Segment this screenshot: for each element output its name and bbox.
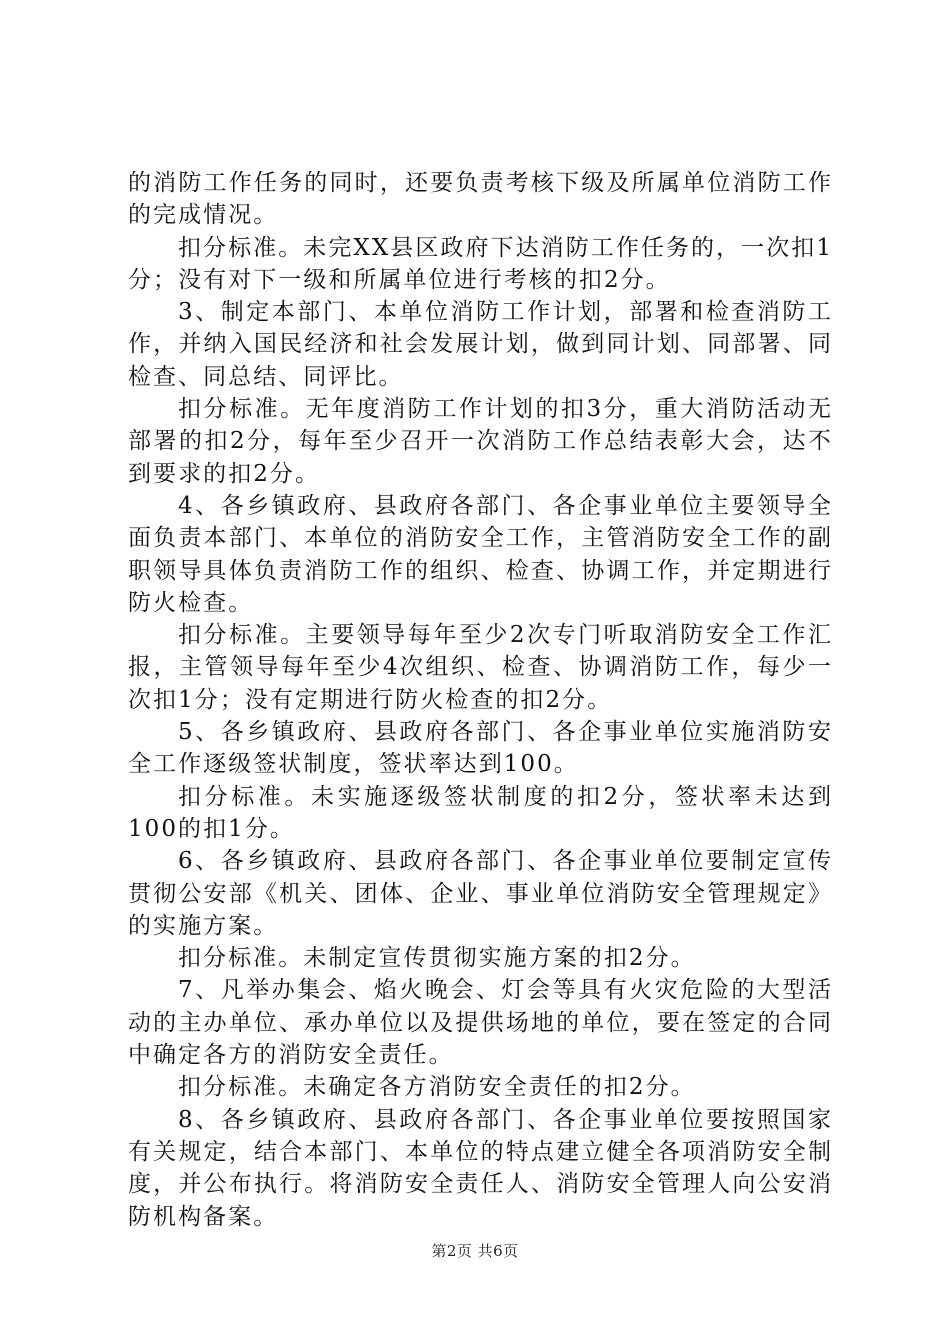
paragraph: 3、制定本部门、本单位消防工作计划，部署和检查消防工作，并纳入国民经济和社会发展计划，做到同计划、同部署、同检查、同总结、同评比。 xyxy=(128,299,833,390)
paragraph: 扣分标准。无年度消防工作计划的扣3分，重大消防活动无部署的扣2分，每年至少召开一次消防工作总结表彰大会，达不到要求的扣2分。 xyxy=(128,396,833,487)
paragraph: 8、各乡镇政府、县政府各部门、各企事业单位要按照国家有关规定，结合本部门、本单位的特点建立健全各项消防安全制度，并公布执行。将消防安全责任人、消防安全管理人向公安消防机构备案。 xyxy=(128,1106,833,1230)
paragraph: 扣分标准。未制定宣传贯彻实施方案的扣2分。 xyxy=(178,945,696,972)
paragraph: 7、凡举办集会、焰火晚会、灯会等具有火灾危险的大型活动的主办单位、承办单位以及提供场地的单位，要在签定的合同中确定各方的消防安全责任。 xyxy=(128,977,833,1069)
paragraph: 扣分标准。主要领导每年至少2次专门听取消防安全工作汇报，主管领导每年至少4次组织、检查、协调消防工作，每少一次扣1分；没有定期进行防火检查的扣2分。 xyxy=(128,622,833,713)
page-footer: 第2页 共6页 xyxy=(431,1242,519,1260)
paragraph: 6、各乡镇政府、县政府各部门、各企事业单位要制定宣传贯彻公安部《机关、团体、企业、事业单位消防安全管理规定》的实施方案。 xyxy=(128,848,833,939)
paragraph: 扣分标准。未完XX县区政府下达消防工作任务的，一次扣1分；没有对下一级和所属单位进行考核的扣2分。 xyxy=(128,234,833,293)
document-body xyxy=(128,167,833,1233)
paragraph: 4、各乡镇政府、县政府各部门、各企事业单位主要领导全面负责本部门、本单位的消防安全工作，主管消防安全工作的副职领导具体负责消防工作的组织、检查、协调工作，并定期进行防火检查。 xyxy=(128,492,833,616)
paragraph: 扣分标准。未实施逐级签状制度的扣2分，签状率未达到100的扣1分。 xyxy=(128,783,833,842)
paragraph: 扣分标准。未确定各方消防安全责任的扣2分。 xyxy=(178,1074,696,1101)
paragraph: 的消防工作任务的同时，还要负责考核下级及所属单位消防工作的完成情况。 xyxy=(128,170,833,229)
paragraph: 5、各乡镇政府、县政府各部门、各企事业单位实施消防安全工作逐级签状制度，签状率达到100。 xyxy=(128,719,833,778)
